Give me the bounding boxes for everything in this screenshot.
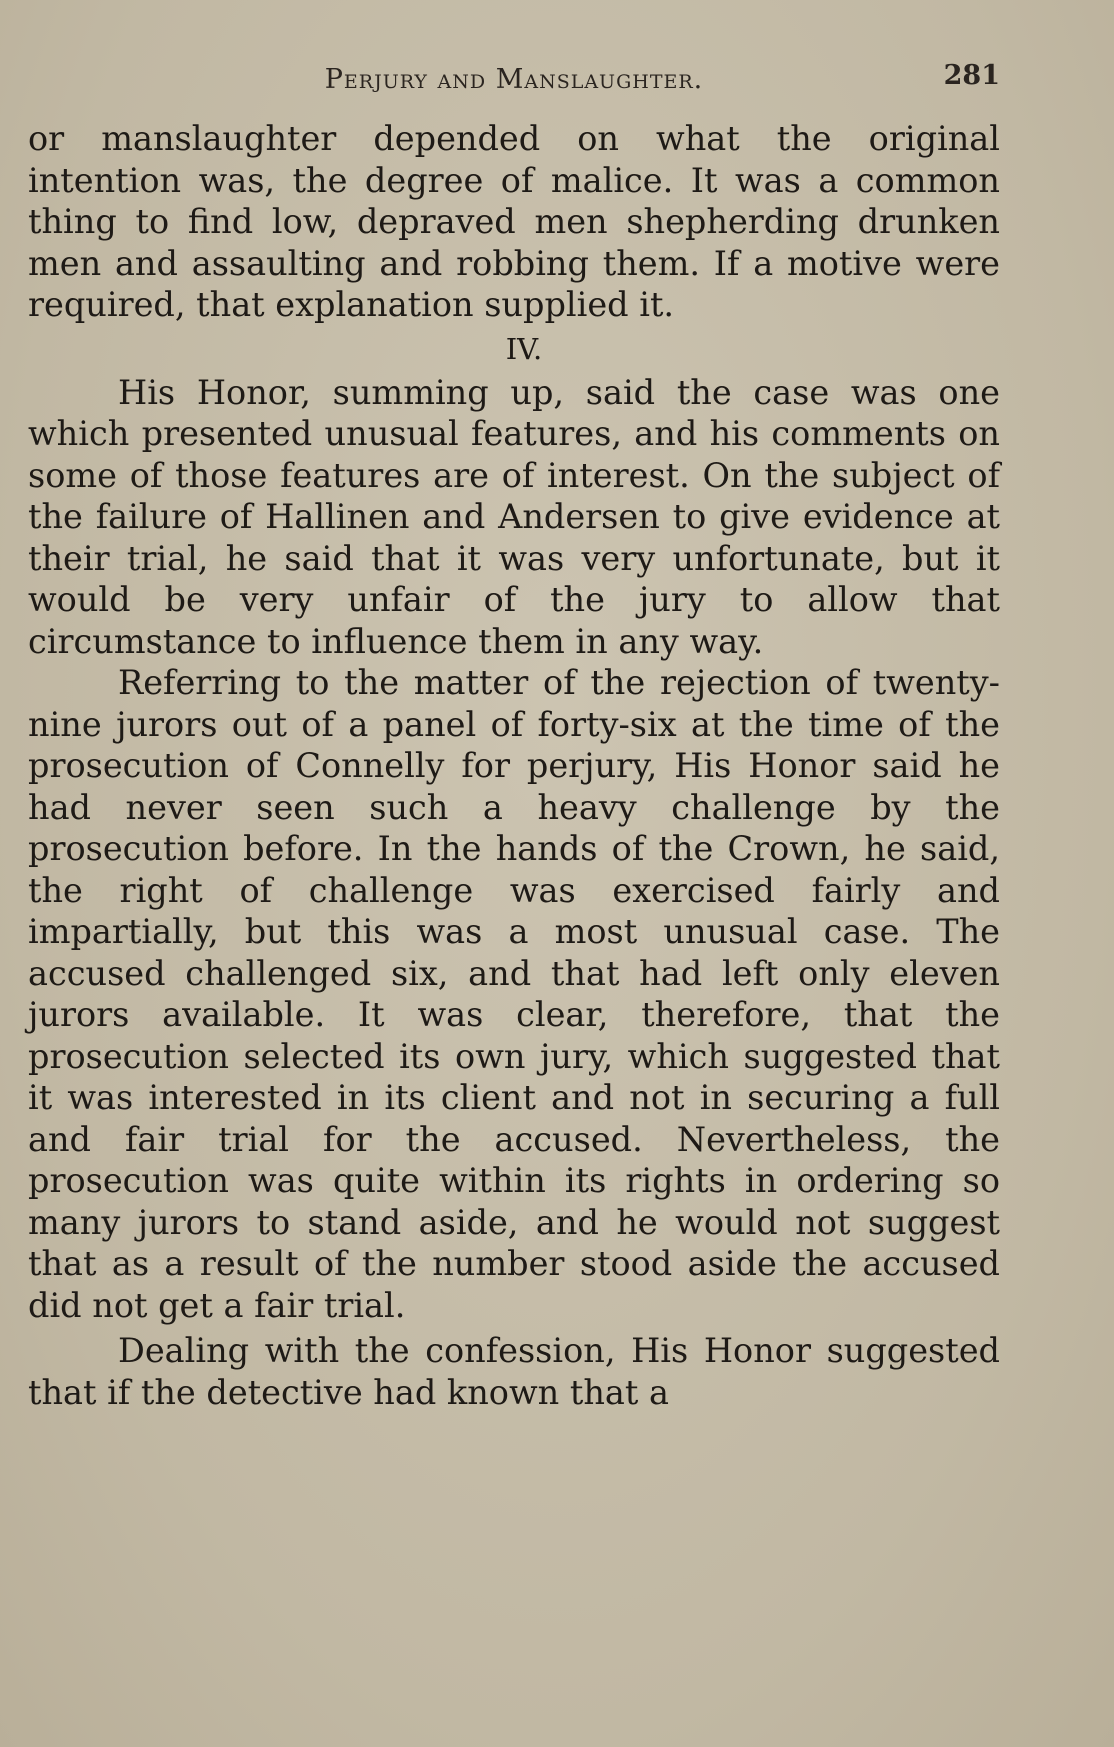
page-header bbox=[28, 60, 1000, 100]
paragraph-continued: or manslaughter depended on what the original intention was, the degree of malice. It was a common thing to find low, depraved men shepherding drunken men and assaulting and robbing them. If a motive were required, that explanation supplied it. bbox=[28, 119, 1000, 324]
paragraph-confession: Dealing with the confession, His Honor suggested that if the detective had known that a bbox=[28, 1331, 1000, 1412]
paragraph-summing-up: His Honor, summing up, said the case was one which presented unusual features, and his comments on some of those features are of interest. On the subject of the failure of Hallinen and Andersen to give evidence at their trial, he said that it was very unfortunate, but it would be very unfair of the jury to allow that circumstance to influence them in any way. bbox=[28, 372, 1000, 661]
body-text bbox=[28, 118, 1000, 1413]
page-number: 281 bbox=[943, 60, 1000, 91]
section-number: IV. bbox=[505, 331, 543, 366]
paragraph-jurors: Referring to the matter of the rejection of twenty-nine jurors out of a panel of forty-six at the time of the prosecution of Connelly for perjury, His Honor said he had never seen such a heavy challenge by the prosecution before. In the hands of the Crown, he said, the right of challenge was exercised fairly and impartially, but this was a most unusual case. The accused challenged six, and that had left only eleven jurors available. It was clear, therefore, that the prosecution selected its own jury, which suggested that it was interested in its client and not in securing a full and fair trial for the accused. Nevertheless, the prosecution was quite within its rights in ordering so many jurors to stand aside, and he would not suggest that as a result of the number stood aside the accused did not get a fair trial. bbox=[28, 663, 1000, 1325]
running-head: Perjury and Manslaughter. bbox=[324, 64, 704, 95]
